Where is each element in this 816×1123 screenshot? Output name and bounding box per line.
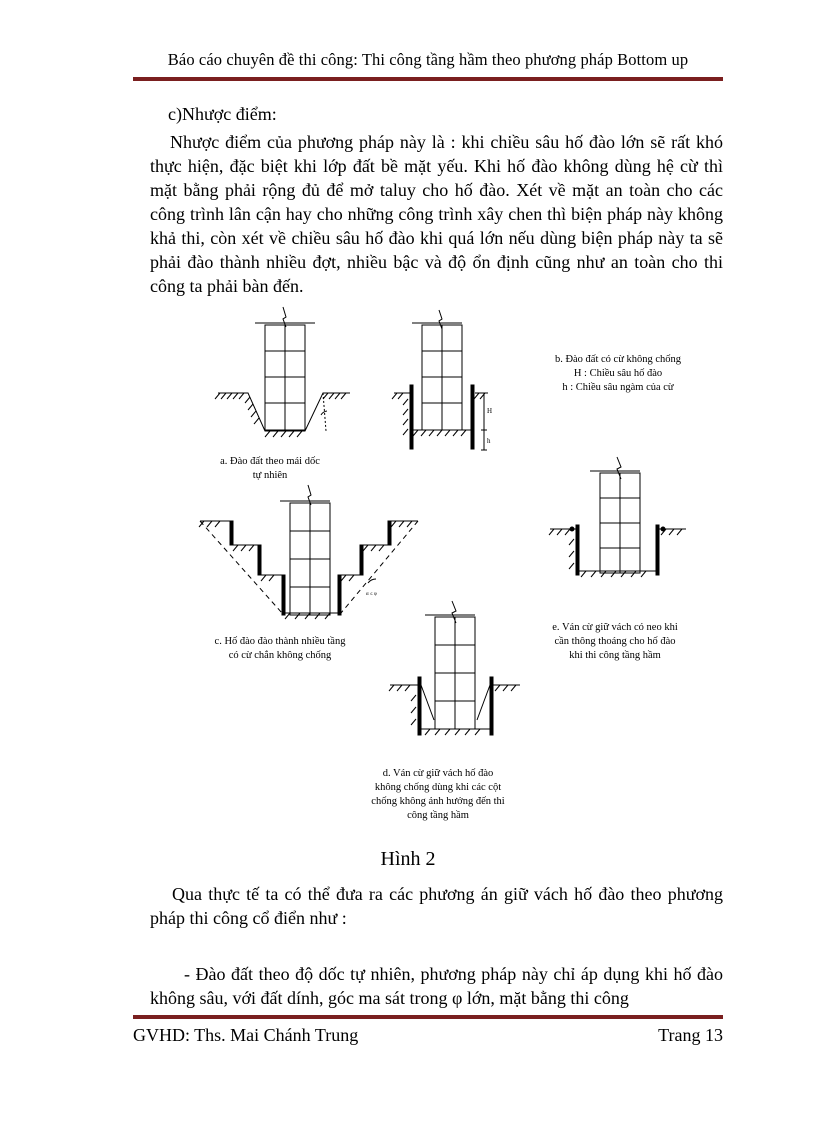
footer-instructor: GVHD: Ths. Mai Chánh Trung xyxy=(133,1025,359,1045)
paragraph-methods-intro xyxy=(150,882,723,930)
footer-rule xyxy=(133,1015,723,1021)
section-heading: c)Nhược điểm: xyxy=(168,104,277,124)
caption-a-line1: a. Đào đất theo mái dốc xyxy=(220,456,320,467)
header-rule xyxy=(133,75,723,81)
caption-b-line3: h : Chiều sâu ngàm của cừ xyxy=(562,382,674,393)
page-header-title: Báo cáo chuyên đề thi công: Thi công tầng hầm theo phương pháp Bottom up xyxy=(167,50,689,69)
diagram-c-multi-tier xyxy=(199,485,418,619)
label-h: h xyxy=(487,437,491,445)
diagram-d-sheet-pile-no-brace xyxy=(389,601,520,735)
diagram-b-sheet-pile xyxy=(392,310,488,450)
caption-d xyxy=(348,767,528,823)
caption-b xyxy=(528,353,708,395)
label-angle: α ≤ φ xyxy=(366,592,377,597)
paragraph-text: Nhược điểm của phương pháp này là : khi chiều sâu hố đào lớn sẽ rất khó thực hiện, đặc biệt khi lớp đất bề mặt yếu. Khi hố đào không dùng hệ cừ thì mặt bằng phải rộng đủ để mở taluy cho hố đào. Xét về mặt an toàn cho các công trình lân cận hay cho những công trình xây chen thì biện pháp này không khả thi, còn xét về chiều sâu hố đào khi quá lớn nếu dùng biện pháp này ta sẽ phải đào thành nhiều đợt, nhiều bậc và độ ổn định cũng như an toàn cho thi công ta phải bàn đến. xyxy=(150,132,723,296)
paragraph-natural-slope xyxy=(150,962,723,1010)
paragraph-text: - Đào đất theo độ dốc tự nhiên, phương pháp này chỉ áp dụng khi hố đào không sâu, với đất dính, góc ma sát trong φ lớn, mặt bằng thi công xyxy=(150,964,723,1008)
caption-c xyxy=(190,635,370,663)
caption-b-line2: H : Chiều sâu hố đào xyxy=(573,368,663,379)
caption-e-line2: cần thông thoáng cho hố đào xyxy=(554,636,676,647)
caption-e-line1: e. Ván cừ giữ vách có neo khi xyxy=(552,622,678,633)
caption-e-line3: khi thi công tầng hầm xyxy=(569,650,661,661)
diagram-a-natural-slope xyxy=(215,307,350,437)
diagram-e-anchored-pile xyxy=(549,457,686,577)
caption-d-line1: d. Ván cừ giữ vách hố đào xyxy=(382,768,494,779)
caption-e xyxy=(525,621,705,663)
caption-d-line3: chống không ảnh hưởng đến thi xyxy=(371,796,505,807)
caption-a xyxy=(200,455,340,483)
caption-c-line1: c. Hố đào đào thành nhiều tầng xyxy=(214,636,346,647)
footer-page-number: Trang 13 xyxy=(658,1025,723,1045)
caption-c-line2: có cừ chắn không chống xyxy=(228,650,332,661)
caption-d-line2: không chống dùng khi các cột xyxy=(374,782,502,793)
caption-d-line4: công tầng hầm xyxy=(407,810,469,821)
label-H: H xyxy=(487,407,493,415)
figure-excavation-methods xyxy=(190,305,710,830)
paragraph-disadvantages xyxy=(150,130,723,298)
caption-b-line1: b. Đào đất có cừ không chống xyxy=(554,354,682,365)
caption-a-line2: tự nhiên xyxy=(252,470,288,481)
paragraph-text: Qua thực tế ta có thể đưa ra các phương án giữ vách hố đào theo phương pháp thi công cổ điển như : xyxy=(150,884,723,928)
figure-title: Hình 2 xyxy=(380,848,436,870)
